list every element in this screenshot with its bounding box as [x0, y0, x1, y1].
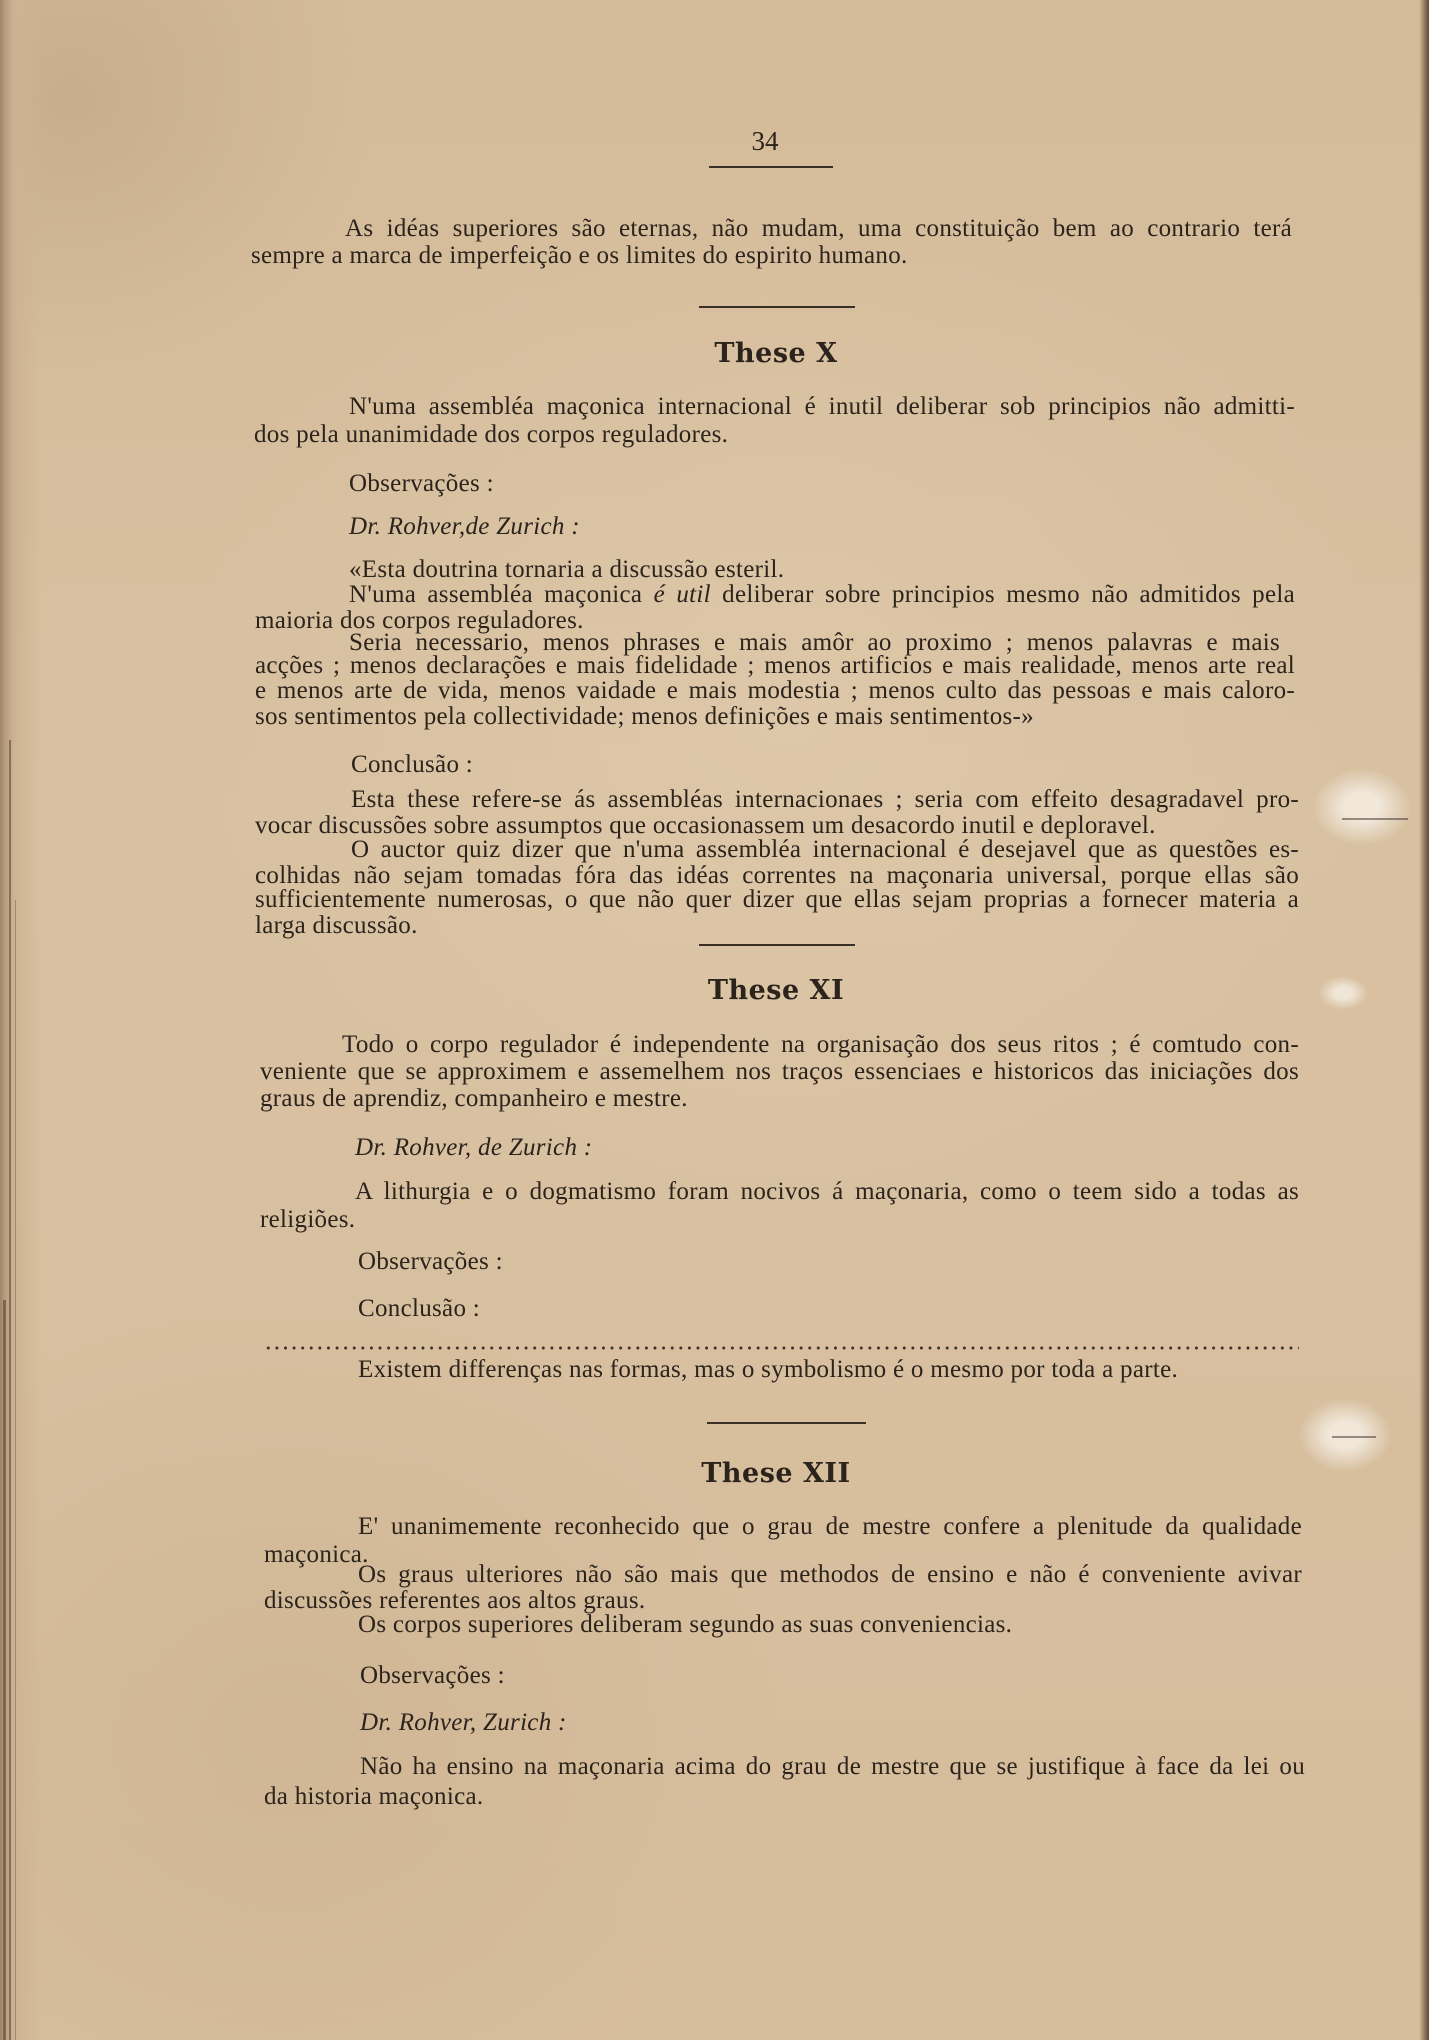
quote-line: sos sentimentos pela collectividade; menos definições e mais sentimentos-»	[255, 703, 1034, 730]
paper-damage	[1312, 768, 1412, 846]
page-number: 34	[751, 126, 779, 156]
quote-line: «Esta doutrina tornaria a discussão esteril.	[349, 556, 785, 583]
these-xii-statement-line: E' unanimemente reconhecido que o grau de mestre confere a plenitude da qualidade	[358, 1513, 1302, 1540]
paper-damage-mark	[1342, 818, 1408, 820]
paper-damage	[1298, 1398, 1392, 1472]
page-number-rule	[709, 166, 833, 168]
conclusao-line: larga discussão.	[255, 912, 418, 939]
quote-line	[349, 581, 1295, 609]
author-attribution: Dr. Rohver, de Zurich :	[355, 1134, 593, 1161]
binding-line	[15, 900, 16, 2040]
quote-line: acções ; menos declarações e mais fidelidade ; menos artificios e mais realidade, menos arte real	[255, 652, 1295, 679]
these-xii-heading: These XII	[701, 1458, 851, 1489]
comment-line: da historia maçonica.	[264, 1783, 484, 1810]
intro-line: sempre a marca de imperfeição e os limites do espirito humano.	[251, 242, 908, 269]
intro-line: As idéas superiores são eternas, não mudam, uma constituição bem ao contrario terá	[345, 215, 1292, 242]
conclusao-label: Conclusão :	[358, 1295, 481, 1322]
these-xi-statement-line: Todo o corpo regulador é independente na organisação dos seus ritos ; é comtudo con-	[342, 1031, 1299, 1058]
binding-line	[3, 1300, 6, 2040]
these-x-heading: These X	[714, 338, 838, 369]
page-right-edge	[1419, 0, 1429, 2040]
conclusao-line: Existem differenças nas formas, mas o symbolismo é o mesmo por toda a parte.	[358, 1356, 1179, 1383]
conclusao-line: colhidas não sejam tomadas fóra das idéas correntes na maçonaria universal, porque ellas são	[255, 862, 1299, 889]
these-xi-heading: These XI	[707, 975, 845, 1006]
quote-line: Seria necessario, menos phrases e mais amôr ao proximo ; menos palavras e mais	[349, 629, 1280, 656]
section-divider	[707, 1422, 866, 1424]
conclusao-line: vocar discussões sobre assumptos que occasionassem um desacordo inutil e deploravel.	[255, 812, 1156, 839]
author-attribution: Dr. Rohver, Zurich :	[360, 1709, 567, 1736]
section-divider	[699, 944, 855, 946]
these-xii-statement-line: maçonica.	[264, 1541, 369, 1568]
conclusao-label: Conclusão :	[351, 751, 474, 778]
conclusao-line: Esta these refere-se ás assembléas internacionaes ; seria com effeito desagradavel pro-	[351, 786, 1299, 813]
paper-damage	[1318, 976, 1368, 1010]
binding-line	[9, 740, 11, 2040]
these-x-statement-line: dos pela unanimidade dos corpos reguladores.	[254, 421, 729, 448]
paper-damage-mark	[1332, 1436, 1376, 1438]
conclusao-line: sufficientemente numerosas, o que não quer dizer que ellas sejam proprias a fornecer materia a	[255, 886, 1299, 913]
comment-line: A lithurgia e o dogmatismo foram nocivos á maçonaria, como o teem sido a todas as	[355, 1178, 1299, 1205]
quote-line: e menos arte de vida, menos vaidade e mais modestia ; menos culto das pessoas e mais caloro-	[255, 677, 1295, 704]
quote-text: deliberar sobre principios mesmo não admitidos pela	[710, 581, 1295, 608]
binding-edge	[0, 0, 42, 2040]
comment-line: religiões.	[260, 1206, 356, 1233]
author-attribution: Dr. Rohver,de Zurich :	[349, 513, 580, 540]
these-x-statement-line: N'uma assembléa maçonica internacional é inutil deliberar sob principios não admitti-	[349, 393, 1295, 420]
these-xii-statement-line: discussões referentes aos altos graus.	[264, 1587, 646, 1614]
quote-text: N'uma assembléa maçonica	[349, 581, 654, 608]
these-xii-statement-line: Os graus ulteriores não são mais que methodos de ensino e não é conveniente avivar	[358, 1561, 1302, 1588]
observacoes-label: Observações :	[360, 1662, 505, 1689]
quote-line: maioria dos corpos reguladores.	[255, 607, 584, 634]
section-divider	[699, 306, 855, 308]
these-xii-statement-line: Os corpos superiores deliberam segundo as suas conveniencias.	[358, 1611, 1013, 1638]
dotted-leader	[264, 1346, 1299, 1350]
observacoes-label: Observações :	[349, 470, 494, 497]
observacoes-label: Observações :	[358, 1248, 503, 1275]
emphasis-text: é util	[653, 581, 711, 608]
these-xi-statement-line: graus de aprendiz, companheiro e mestre.	[260, 1085, 688, 1112]
comment-line: Não ha ensino na maçonaria acima do grau de mestre que se justifique à face da lei ou	[360, 1753, 1305, 1780]
conclusao-line: O auctor quiz dizer que n'uma assembléa internacional é desejavel que as questões es-	[351, 836, 1299, 863]
these-xi-statement-line: veniente que se approximem e assemelhem nos traços essenciaes e historicos das iniciações dos	[260, 1058, 1299, 1085]
